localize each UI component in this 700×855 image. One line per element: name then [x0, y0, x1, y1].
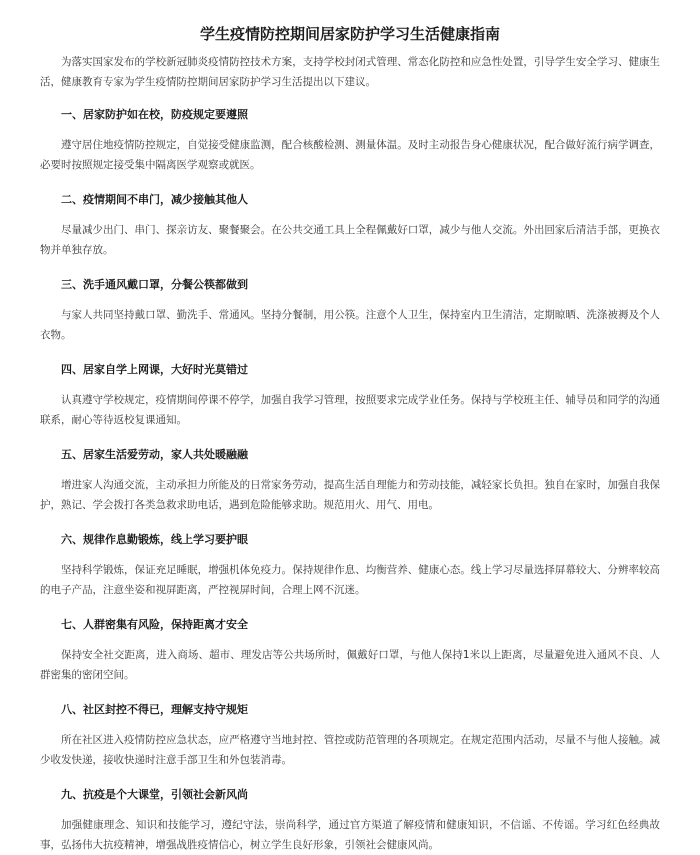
section-heading: 八、社区封控不得已，理解支持守规矩 [61, 703, 248, 716]
section-8 [40, 701, 660, 770]
section-6 [40, 531, 660, 600]
section-text: 所在社区进入疫情防控应急状态，应严格遵守当地封控、管控或防范管理的各项规定。在规定范围内活动，尽量不与他人接触。减少收发快递，接收快递时注意手部卫生和外包装消毒。 [40, 734, 660, 766]
section-2 [40, 191, 660, 260]
section-text: 加强健康理念、知识和技能学习，遵纪守法，崇尚科学，通过官方渠道了解疫情和健康知识，不信谣、不传谣。学习红色经典故事，弘扬伟大抗疫精神，增强战胜疫情信心，树立学生良好形象，引领社会健康风尚。 [40, 819, 660, 851]
section-7 [40, 616, 660, 685]
section-5 [40, 446, 660, 515]
section-heading: 六、规律作息勤锻炼，线上学习要护眼 [61, 533, 248, 546]
section-heading: 一、居家防护如在校，防疫规定要遵照 [61, 108, 248, 121]
section-heading: 三、洗手通风戴口罩，分餐公筷都做到 [61, 278, 248, 291]
section-4 [40, 361, 660, 430]
section-3 [40, 276, 660, 345]
document-title: 学生疫情防控期间居家防护学习生活健康指南 [199, 25, 500, 43]
section-1 [40, 106, 660, 175]
section-text: 坚持科学锻炼，保证充足睡眠，增强机体免疫力。保持规律作息、均衡营养、健康心态。线上学习尽量选择屏幕较大、分辨率较高的电子产品，注意坐姿和视屏距离，严控视屏时间，合理上网不沉迷。 [40, 564, 660, 596]
section-text: 认真遵守学校规定，疫情期间停课不停学，加强自我学习管理，按照要求完成学业任务。保持与学校班主任、辅导员和同学的沟通联系，耐心等待返校复课通知。 [40, 394, 660, 426]
intro-paragraph: 为落实国家发布的学校新冠肺炎疫情防控技术方案，支持学校封闭式管理、常态化防控和应急性处置，引导学生安全学习、健康生活，健康教育专家为学生疫情防控期间居家防护学习生活提出以下建议。 [40, 56, 660, 88]
section-text: 尽量减少出门、串门、探亲访友、聚餐聚会。在公共交通工具上全程佩戴好口罩，减少与他人交流。外出回家后清洁手部，更换衣物并单独存放。 [40, 224, 660, 256]
section-heading: 七、人群密集有风险，保持距离才安全 [61, 618, 248, 631]
section-heading: 二、疫情期间不串门，减少接触其他人 [61, 193, 248, 206]
section-text: 保持安全社交距离，进入商场、超市、理发店等公共场所时，佩戴好口罩，与他人保持1米以上距离，尽量避免进入通风不良、人群密集的密闭空间。 [40, 649, 660, 681]
section-heading: 五、居家生活爱劳动，家人共处暖融融 [61, 448, 248, 461]
section-9 [40, 786, 660, 855]
section-heading: 四、居家自学上网课，大好时光莫错过 [61, 363, 248, 376]
section-text: 增进家人沟通交流，主动承担力所能及的日常家务劳动，提高生活自理能力和劳动技能，减轻家长负担。独自在家时，加强自我保护，熟记、学会拨打各类急救求助电话，遇到危险能够求助。规范用火、用气、用电。 [40, 479, 660, 511]
section-heading: 九、抗疫是个大课堂，引领社会新风尚 [61, 788, 248, 801]
section-text: 遵守居住地疫情防控规定，自觉接受健康监测，配合核酸检测、测量体温。及时主动报告身心健康状况，配合做好流行病学调查，必要时按照规定接受集中隔离医学观察或就医。 [40, 139, 660, 171]
section-text: 与家人共同坚持戴口罩、勤洗手、常通风。坚持分餐制，用公筷。注意个人卫生，保持室内卫生清洁，定期晾晒、洗涤被褥及个人衣物。 [40, 309, 660, 341]
